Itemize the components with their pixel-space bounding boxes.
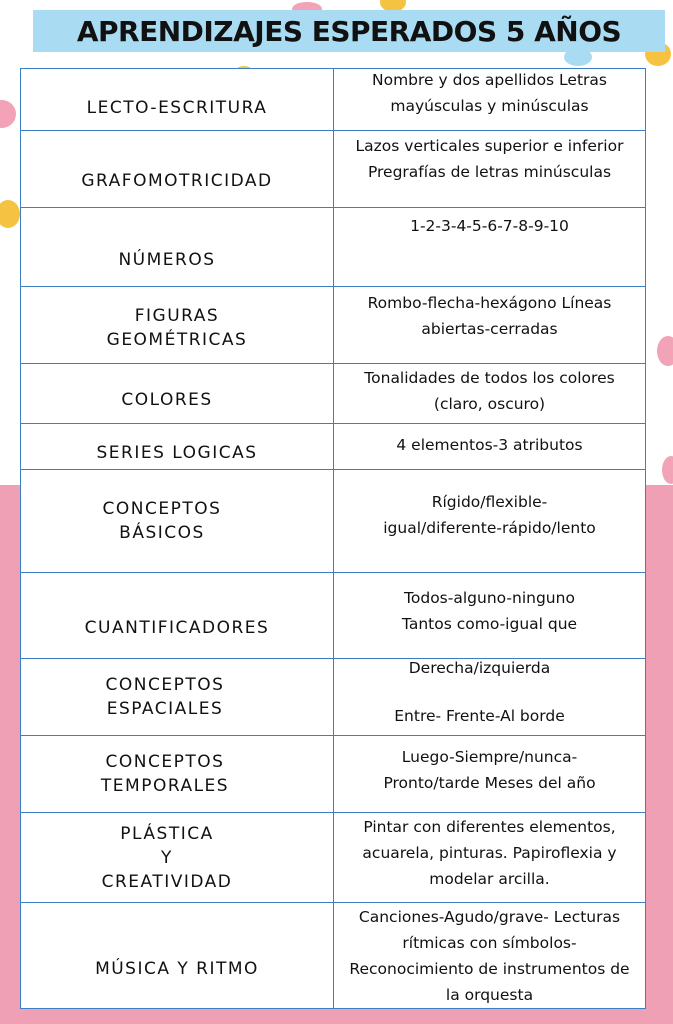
area-label: CONCEPTOS ESPACIALES: [105, 675, 225, 719]
area-label: SERIES LOGICAS: [96, 442, 258, 463]
detail-text: Tonalidades de todos los colores (claro, oscuro): [364, 368, 615, 413]
detail-cell: [334, 813, 646, 903]
area-cell: [21, 903, 334, 1009]
detail-text: Rígido/flexible- igual/diferente-rápido/lento: [383, 493, 596, 537]
detail-text: Canciones-Agudo/grave- Lecturas rítmicas con símbolos- Reconocimiento de instrumentos de la orquesta: [349, 907, 630, 1004]
decorative-dot: [0, 100, 16, 128]
table-row: [21, 573, 646, 659]
detail-cell: [334, 736, 646, 813]
area-label: LECTO-ESCRITURA: [86, 97, 268, 118]
area-cell: [21, 813, 334, 903]
table-row: [21, 69, 646, 131]
detail-text: Lazos verticales superior e inferior Pregrafías de letras minúsculas: [355, 137, 624, 181]
area-cell: [21, 736, 334, 813]
detail-cell: [334, 903, 646, 1009]
table-row: [21, 470, 646, 573]
area-label: FIGURAS GEOMÉTRICAS: [106, 306, 248, 350]
area-label: CONCEPTOS BÁSICOS: [102, 499, 222, 543]
area-cell: [21, 470, 334, 573]
area-cell: [21, 364, 334, 424]
detail-cell: [334, 659, 646, 736]
detail-text: Pintar con diferentes elementos, acuarela, pinturas. Papiroflexia y modelar arcilla.: [362, 817, 617, 888]
detail-text: Nombre y dos apellidos Letras mayúsculas y minúsculas: [372, 70, 607, 115]
decorative-dot: [662, 456, 673, 484]
area-cell: [21, 659, 334, 736]
detail-text: Luego-Siempre/nunca- Pronto/tarde Meses del año: [383, 748, 596, 792]
table-row: [21, 208, 646, 287]
area-label: MÚSICA Y RITMO: [95, 958, 259, 979]
decorative-dot: [657, 336, 673, 366]
area-label: PLÁSTICA Y CREATIVIDAD: [101, 823, 233, 892]
table-row: [21, 659, 646, 736]
table-row: [21, 424, 646, 470]
area-cell: [21, 287, 334, 364]
page-title: APRENDIZAJES ESPERADOS 5 AÑOS: [76, 14, 622, 48]
table-row: [21, 131, 646, 208]
area-cell: [21, 208, 334, 287]
table-row: [21, 364, 646, 424]
table-row: [21, 813, 646, 903]
detail-cell: [334, 69, 646, 131]
detail-cell: [334, 131, 646, 208]
table-row: [21, 736, 646, 813]
detail-cell: [334, 573, 646, 659]
detail-cell: [334, 364, 646, 424]
area-cell: [21, 131, 334, 208]
area-label: COLORES: [121, 389, 213, 410]
learning-table: [20, 68, 646, 1009]
detail-text: Derecha/izquierda Entre- Frente-Al borde: [394, 659, 565, 725]
area-label: CUANTIFICADORES: [84, 617, 270, 638]
table-row: [21, 903, 646, 1009]
detail-text: 1-2-3-4-5-6-7-8-9-10: [410, 217, 569, 235]
detail-text: 4 elementos-3 atributos: [396, 435, 583, 454]
detail-text: Todos-alguno-ninguno Tantos como-igual que: [401, 588, 578, 633]
area-label: GRAFOMOTRICIDAD: [81, 171, 273, 191]
detail-text: Rombo-flecha-hexágono Líneas abiertas-cerradas: [367, 294, 612, 338]
area-cell: [21, 424, 334, 470]
area-label: NÚMEROS: [118, 250, 216, 270]
area-label: CONCEPTOS TEMPORALES: [100, 752, 230, 796]
decorative-dot: [0, 200, 20, 228]
detail-cell: [334, 208, 646, 287]
table-row: [21, 287, 646, 364]
detail-cell: [334, 470, 646, 573]
area-cell: [21, 573, 334, 659]
detail-cell: [334, 424, 646, 470]
title-banner: [33, 10, 665, 52]
detail-cell: [334, 287, 646, 364]
area-cell: [21, 69, 334, 131]
